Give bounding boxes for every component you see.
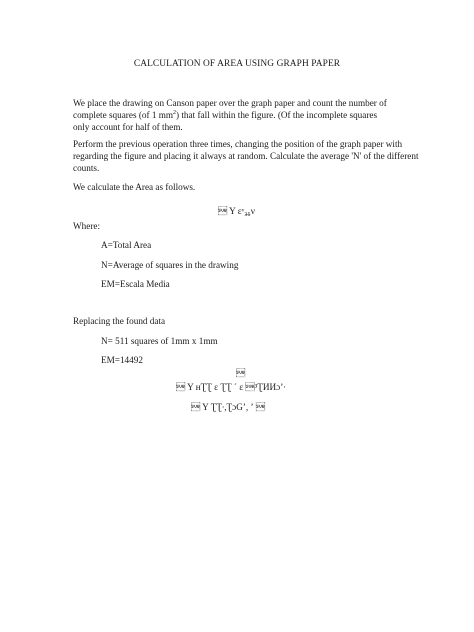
where-label: Where: xyxy=(73,221,101,231)
definition-em: EM=Escala Media xyxy=(101,279,170,289)
paragraph-method xyxy=(73,98,403,134)
area-formula:  Y εᵛ₃̲₅ν xyxy=(218,206,255,216)
paragraph-line: regarding the figure and placing it always at random. Calculate the average 'N' of the different xyxy=(73,150,419,161)
superscript: 2 xyxy=(173,109,177,116)
paragraph-line: only account for half of them. xyxy=(73,121,183,132)
replacing-label: Replacing the found data xyxy=(73,316,166,326)
garbled-marker:  xyxy=(236,368,246,378)
value-n: N= 511 squares of 1mm x 1mm xyxy=(101,336,218,346)
definition-n: N=Average of squares in the drawing xyxy=(101,260,239,270)
paragraph-line: We place the drawing on Canson paper over the graph paper and count the number of xyxy=(73,98,387,108)
document-title: CALCULATION OF AREA USING GRAPH PAPER xyxy=(133,59,341,69)
garbled-result-line:  Y ƮƮ∙,ƮɔGʼ, ʼ  xyxy=(191,402,266,412)
paragraph-line: counts. xyxy=(73,162,100,173)
garbled-formula-line:  Y нƮƮ ε ƮƮ ´ ε ³ƮИИɔʼ∙ xyxy=(176,382,286,392)
definition-area: A=Total Area xyxy=(101,240,152,250)
paragraph-calc: We calculate the Area as follows. xyxy=(73,182,196,192)
paragraph-line: Perform the previous operation three times, changing the position of the graph paper with xyxy=(73,139,403,149)
paragraph-repeat xyxy=(73,139,419,175)
value-em: EM=14492 xyxy=(101,355,143,365)
paragraph-line: complete squares (of 1 $mm^2$) that fall within the figure. (Of the incomplete squares xyxy=(73,109,378,120)
